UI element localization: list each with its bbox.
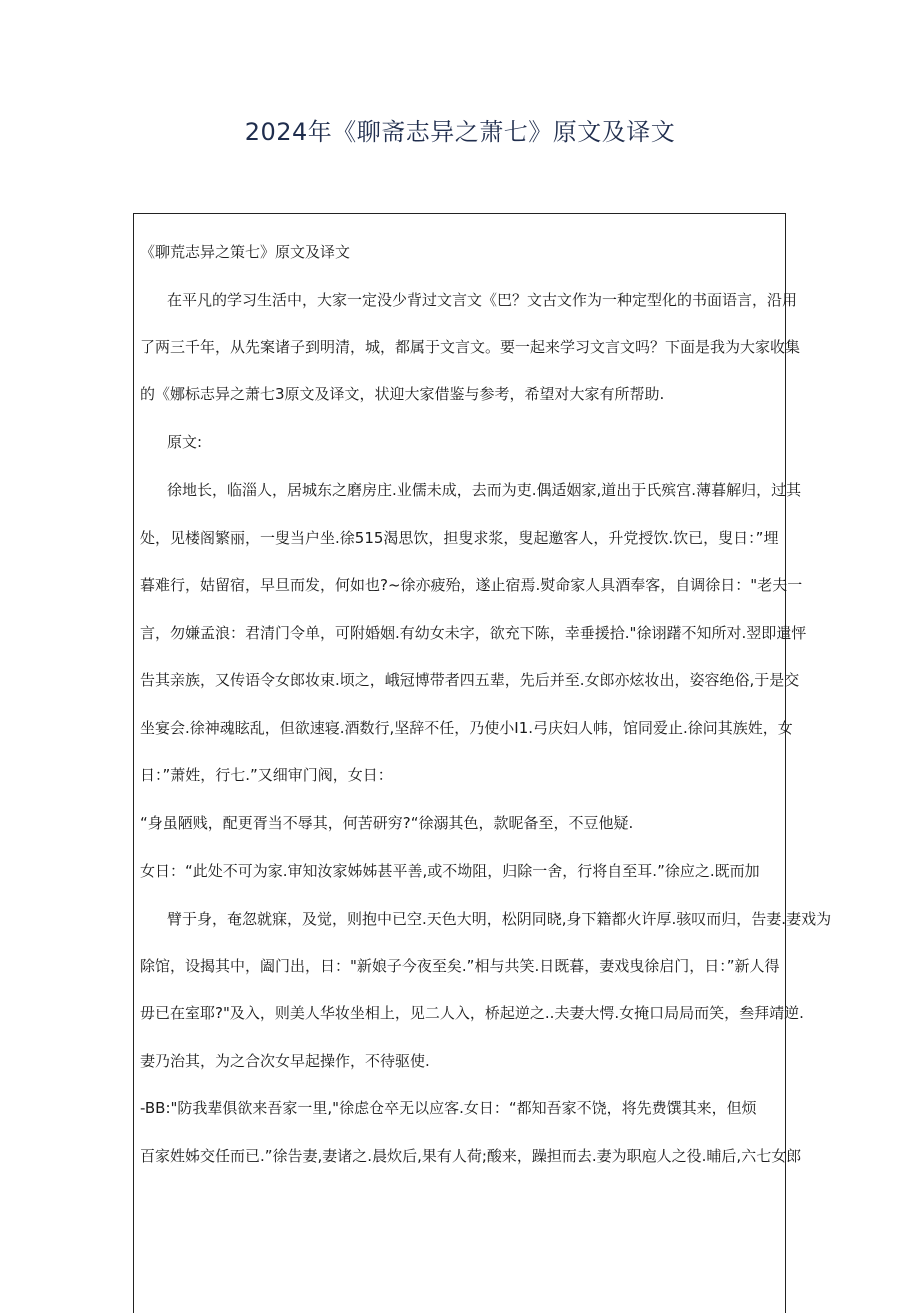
text-line: “身虽陋贱，配更胥当不辱其，何苦研穷?“徐溺其色，款昵备至，不豆他疑.: [140, 814, 634, 832]
text-line: 暮难行，姑留宿，早旦而发，何如也?~徐亦疲殆，遂止宿焉.熨命家人具酒奉客，自调徐日："老夫一: [140, 576, 803, 594]
subtitle-line: 《聊荒志异之策七》原文及译文: [140, 243, 351, 261]
text-line: 妻乃治其，为之合次女早起操作，不待驱使.: [140, 1052, 430, 1070]
text-line: 毋已在室耶?"及入，则美人华妆坐相上，见二人入，桥起逆之..夫妻大愕.女掩口局局而笑，叁拜靖逆.: [140, 1004, 804, 1022]
text-line: 除馆，设揭其中，阖门出，日："新娘子今夜至矣.”相与共笑.日既暮，妻戏曳徐启门，日：”新人得: [140, 957, 780, 975]
text-line: 坐宴会.徐神魂眩乱，但欲速寝.酒数行,坚辞不任，乃使小I1.弓庆妇人帏，馆同爱止.徐问其族姓，女: [140, 719, 793, 737]
content-box: [133, 213, 832, 1313]
text-line: 臂于身，奄忽就寐，及觉，则抱中已空.天色大明，松阴同晓,身下籍都火许厚.骇叹而归，告妻.妻戏为: [167, 910, 832, 928]
text-line: 处，见楼阁繁丽，一叟当户坐.徐515渴思饮，担叟求浆，叟起邀客人，升党授饮.饮已，叟日：”埋: [140, 529, 779, 547]
document-title: 2024年《聊斋志异之萧七》原文及译文: [244, 118, 676, 146]
intro-line: 在平凡的学习生活中，大家一定没少背过文言文《巴？文古文作为一种定型化的书面语言，沿用: [167, 291, 798, 309]
text-line: -BB:"防我辈俱欲来吾家一里,"徐虑仓卒无以应客.女日：“都知吾家不饶，将先费馔其来，但烦: [140, 1099, 757, 1117]
text-line: 告其亲族，又传语令女郎妆束.顷之，峨冠博带者四五辈，先后并至.女郎亦炫妆出，姿容绝俗,于是交: [140, 671, 800, 689]
intro-line: 的《娜标志异之萧七3原文及译文，状迎大家借鉴与参考，希望对大家有所帮助.: [140, 385, 665, 403]
text-line: 徐地长，临淄人，居城东之磨房庄.业儒未成，去而为吏.偶适姻家,道出于氏殡宫.薄暮解归，过其: [167, 481, 802, 499]
text-line: 百家姓姊交任而已.”徐告妻,妻诸之.晨炊后,果有人荷;酸来，躁担而去.妻为职庖人之役.晡后,六七女郎: [140, 1147, 802, 1165]
text-line: 日：”萧姓，行七.”又细审门阀，女日：: [140, 766, 393, 784]
text-line: 女日：“此处不可为家.审知汝家姊姊甚平善,或不坳阻，归除一舍，行将自至耳.”徐应之.既而加: [140, 862, 760, 880]
text-line: 言，勿嫌孟浪：君清门令单，可附婚姻.有幼女未字，欲充下陈，幸垂援拾."徐诩躇不知所对.翌即遣怦: [140, 624, 807, 642]
intro-line: 了两三千年，从先案诸子到明清，城，都属于文言文。要一起来学习文言文吗？下面是我为大家收集: [140, 338, 801, 356]
section-heading: 原文:: [167, 433, 203, 451]
